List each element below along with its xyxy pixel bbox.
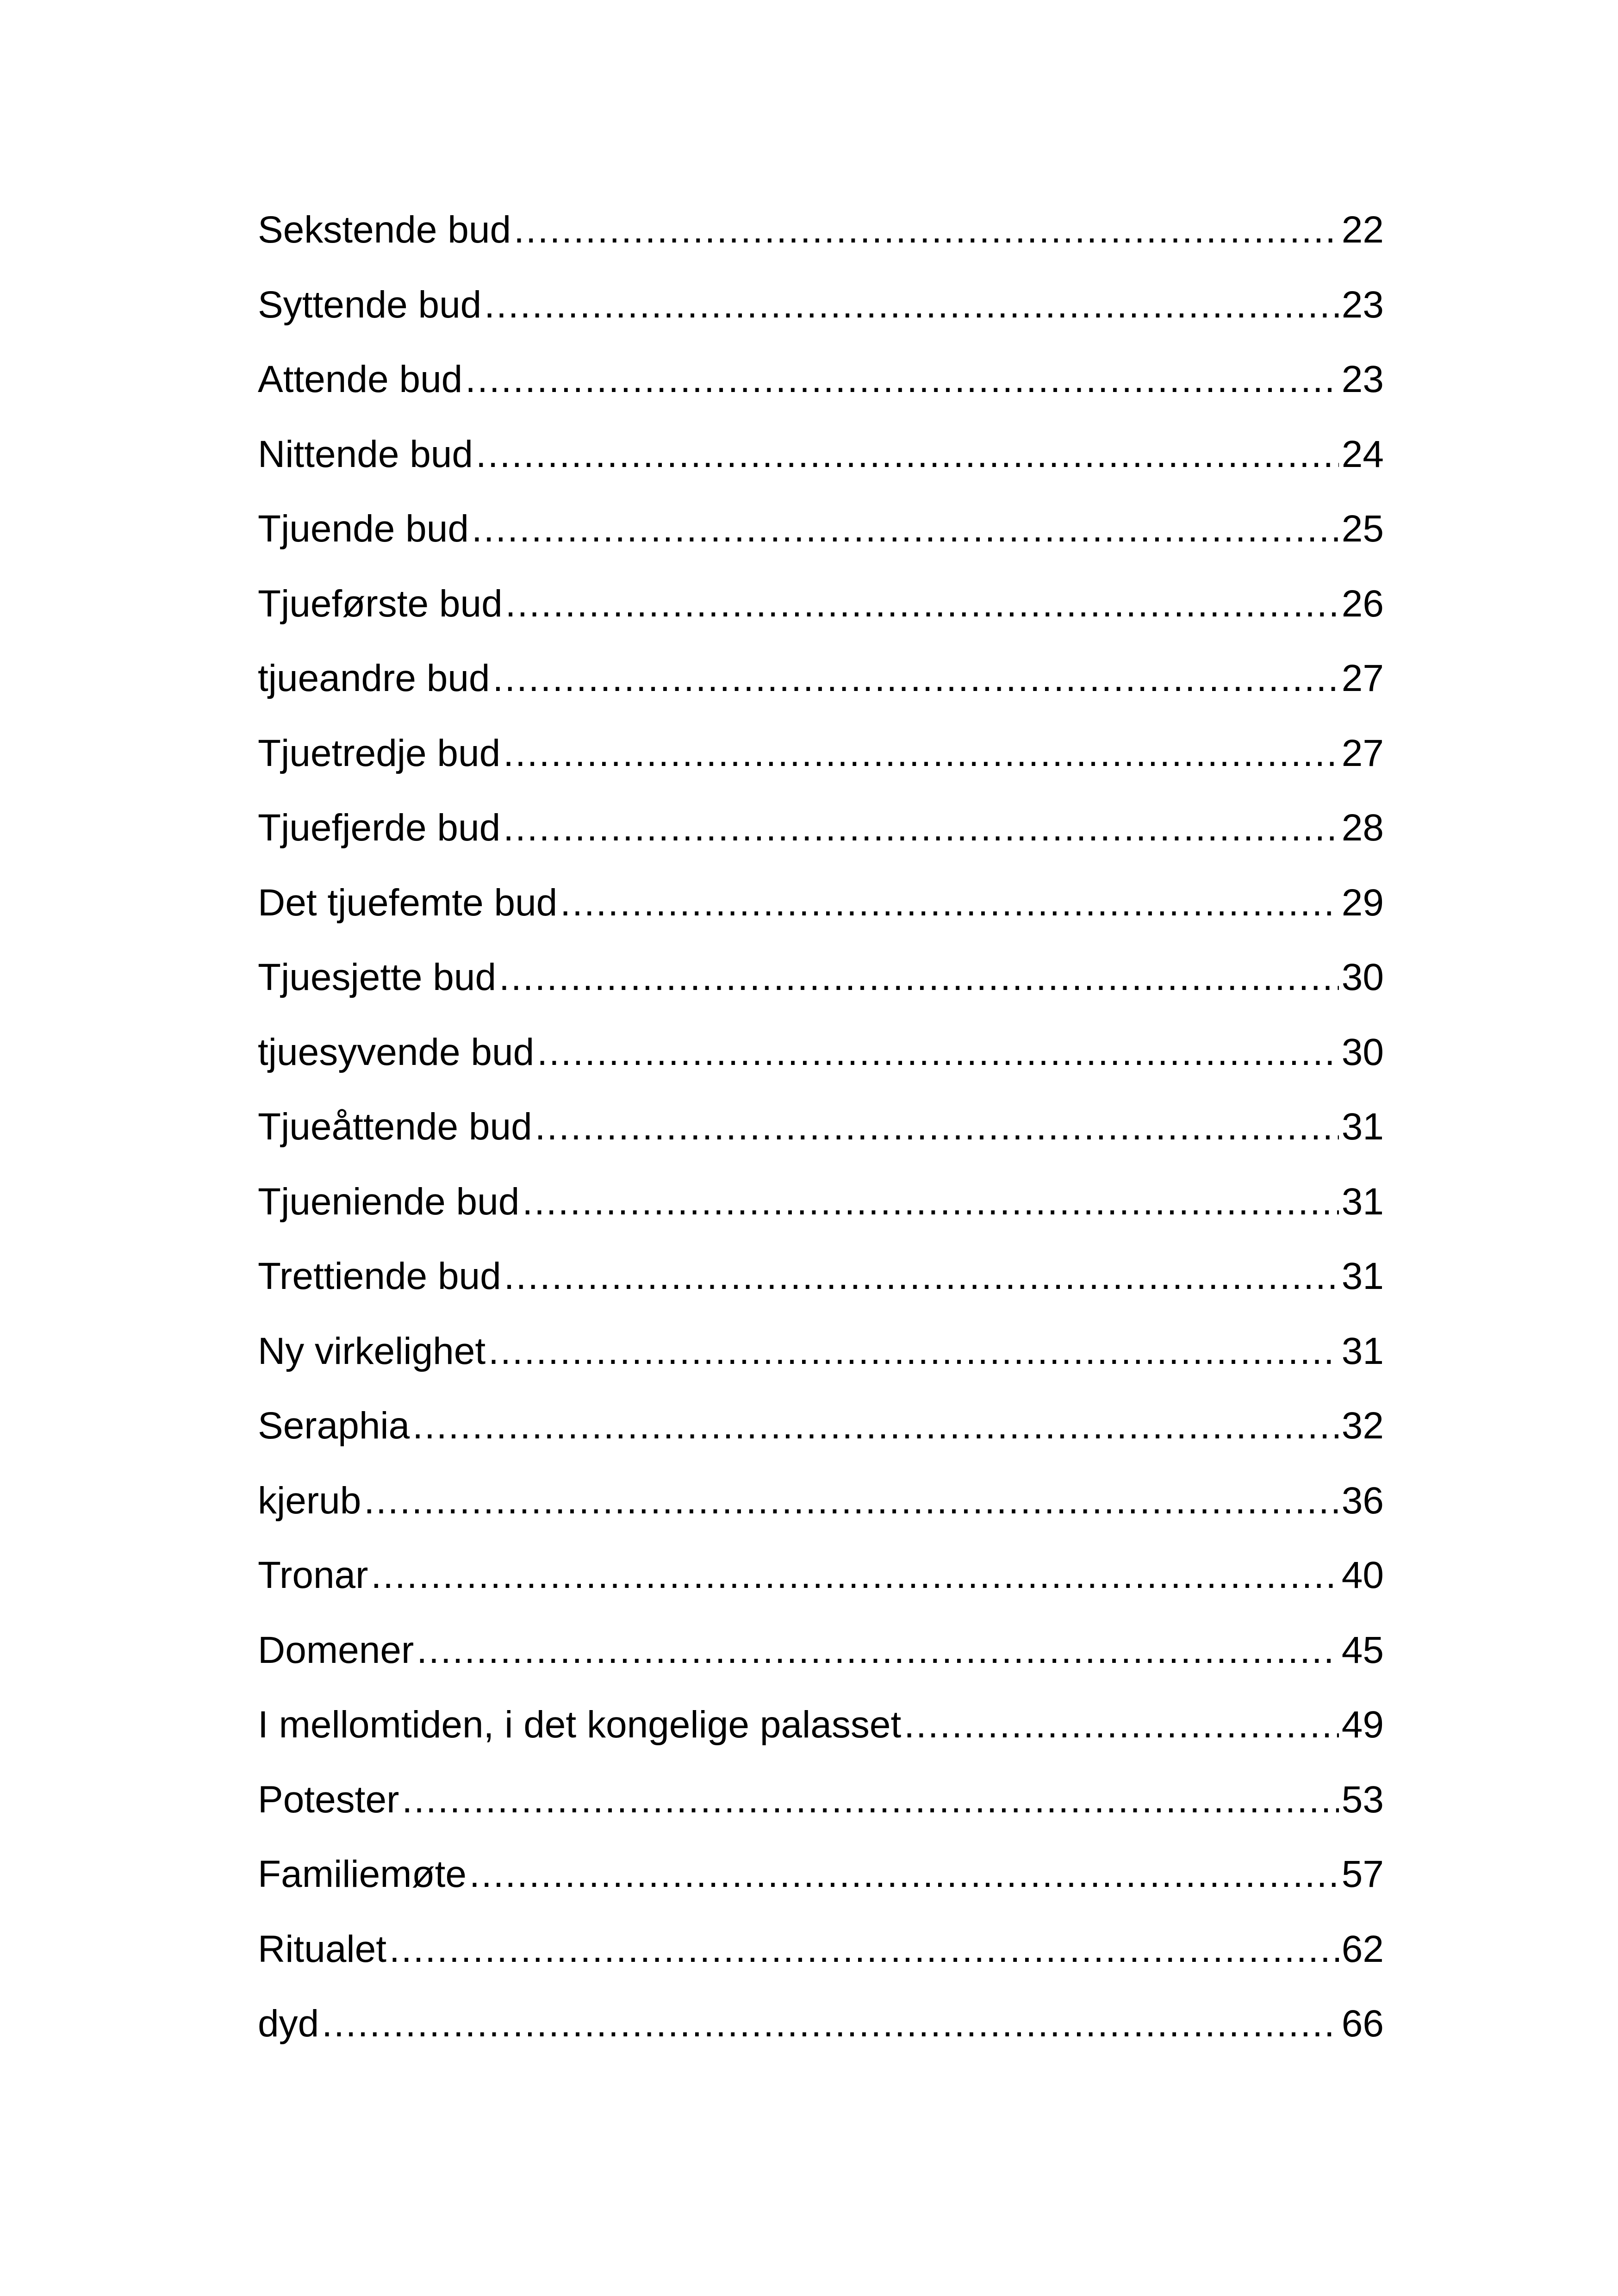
toc-entry-title: Tjuende bud: [258, 508, 469, 550]
toc-entry-title: Domener: [258, 1629, 414, 1671]
toc-entry-page: 49: [1341, 1704, 1384, 1746]
toc-dot-leader: [560, 884, 1339, 922]
toc-entry-page: 31: [1341, 1180, 1384, 1223]
toc-entry[interactable]: [258, 1479, 1384, 1557]
toc-dot-leader: [503, 734, 1339, 772]
toc-entry[interactable]: [258, 582, 1384, 660]
toc-entry-title: Nittende bud: [258, 433, 473, 475]
toc-entry-page: 36: [1341, 1479, 1384, 1522]
toc-entry-title: dyd: [258, 2003, 319, 2045]
toc-entry-page: 31: [1341, 1330, 1384, 1372]
toc-entry-page: 29: [1341, 881, 1384, 924]
toc-dot-leader: [417, 1631, 1339, 1669]
toc-dot-leader: [389, 1930, 1339, 1968]
toc-entry[interactable]: [258, 734, 1384, 809]
toc-entry-title: Syttende bud: [258, 283, 482, 326]
toc-dot-leader: [503, 809, 1339, 847]
toc-entry-page: 27: [1341, 732, 1384, 774]
toc-entry[interactable]: [258, 1180, 1384, 1258]
toc-entry[interactable]: [258, 1930, 1384, 2005]
toc-dot-leader: [499, 958, 1339, 996]
toc-entry[interactable]: [258, 1407, 1384, 1482]
toc-entry-title: Tjueniende bud: [258, 1180, 520, 1223]
toc-entry-title: Potester: [258, 1778, 399, 1821]
toc-dot-leader: [371, 1556, 1338, 1594]
toc-dot-leader: [364, 1482, 1338, 1520]
toc-entry[interactable]: [258, 881, 1384, 959]
toc-entry[interactable]: [258, 211, 1384, 286]
toc-dot-leader: [465, 361, 1339, 398]
toc-entry-title: Sekstende bud: [258, 209, 511, 251]
toc-dot-leader: [537, 1033, 1339, 1071]
toc-entry-title: Trettiende bud: [258, 1255, 501, 1297]
toc-dot-leader: [514, 211, 1339, 249]
toc-entry-page: 66: [1341, 2003, 1384, 2045]
toc-entry-title: kjerub: [258, 1479, 361, 1522]
table-of-contents: [258, 211, 1384, 2080]
toc-entry[interactable]: [258, 2005, 1384, 2080]
toc-entry[interactable]: [258, 510, 1384, 585]
toc-entry-title: Det tjuefemte bud: [258, 881, 558, 924]
toc-entry[interactable]: [258, 809, 1384, 884]
toc-entry-title: Tjueåttende bud: [258, 1106, 532, 1148]
toc-entry-page: 28: [1341, 807, 1384, 849]
toc-entry-page: 26: [1341, 582, 1384, 625]
toc-dot-leader: [469, 1855, 1339, 1893]
toc-dot-leader: [505, 585, 1339, 623]
toc-entry-page: 27: [1341, 657, 1384, 699]
toc-entry[interactable]: [258, 1108, 1384, 1183]
toc-dot-leader: [322, 2005, 1339, 2043]
toc-entry-page: 31: [1341, 1255, 1384, 1297]
toc-entry-page: 22: [1341, 209, 1384, 251]
toc-dot-leader: [535, 1108, 1339, 1146]
toc-entry[interactable]: [258, 958, 1384, 1033]
toc-entry[interactable]: [258, 433, 1384, 510]
toc-entry-title: Tronar: [258, 1554, 368, 1596]
toc-entry[interactable]: [258, 1631, 1384, 1706]
toc-entry[interactable]: [258, 1332, 1384, 1407]
toc-entry-title: tjueandre bud: [258, 657, 490, 699]
toc-dot-leader: [522, 1183, 1338, 1221]
toc-entry-page: 40: [1341, 1554, 1384, 1596]
toc-entry-title: Familiemøte: [258, 1853, 467, 1895]
toc-entry[interactable]: [258, 657, 1384, 734]
toc-entry[interactable]: [258, 1556, 1384, 1631]
toc-entry[interactable]: [258, 283, 1384, 361]
toc-entry[interactable]: [258, 1855, 1384, 1930]
toc-entry[interactable]: [258, 1257, 1384, 1332]
toc-entry[interactable]: [258, 1033, 1384, 1108]
toc-dot-leader: [504, 1257, 1339, 1295]
toc-dot-leader: [472, 510, 1339, 548]
toc-dot-leader: [476, 436, 1339, 473]
toc-dot-leader: [904, 1706, 1339, 1744]
toc-entry[interactable]: [258, 1778, 1384, 1856]
toc-dot-leader: [488, 1332, 1339, 1370]
toc-entry-title: Seraphia: [258, 1405, 410, 1447]
toc-entry-page: 45: [1341, 1629, 1384, 1671]
toc-entry-title: Tjueførste bud: [258, 582, 503, 625]
toc-entry-page: 31: [1341, 1106, 1384, 1148]
toc-entry[interactable]: [258, 358, 1384, 436]
toc-entry-title: tjuesyvende bud: [258, 1031, 535, 1073]
toc-entry-page: 30: [1341, 1031, 1384, 1073]
toc-entry-title: Tjuefjerde bud: [258, 807, 501, 849]
toc-entry-page: 23: [1341, 358, 1384, 400]
toc-entry-page: 23: [1341, 283, 1384, 326]
toc-dot-leader: [402, 1781, 1338, 1819]
toc-entry-page: 25: [1341, 508, 1384, 550]
toc-entry-title: Ny virkelighet: [258, 1330, 486, 1372]
toc-dot-leader: [412, 1407, 1339, 1445]
toc-entry-page: 32: [1341, 1405, 1384, 1447]
toc-entry-page: 53: [1341, 1778, 1384, 1821]
toc-entry-page: 24: [1341, 433, 1384, 475]
toc-entry[interactable]: [258, 1706, 1384, 1781]
toc-dot-leader: [493, 660, 1339, 697]
toc-dot-leader: [484, 286, 1339, 324]
toc-entry-title: Attende bud: [258, 358, 463, 400]
toc-entry-title: Tjuesjette bud: [258, 956, 497, 998]
toc-entry-title: I mellomtiden, i det kongelige palasset: [258, 1704, 902, 1746]
toc-entry-page: 57: [1341, 1853, 1384, 1895]
toc-entry-page: 30: [1341, 956, 1384, 998]
toc-entry-title: Ritualet: [258, 1928, 387, 1970]
toc-entry-title: Tjuetredje bud: [258, 732, 501, 774]
toc-entry-page: 62: [1341, 1928, 1384, 1970]
